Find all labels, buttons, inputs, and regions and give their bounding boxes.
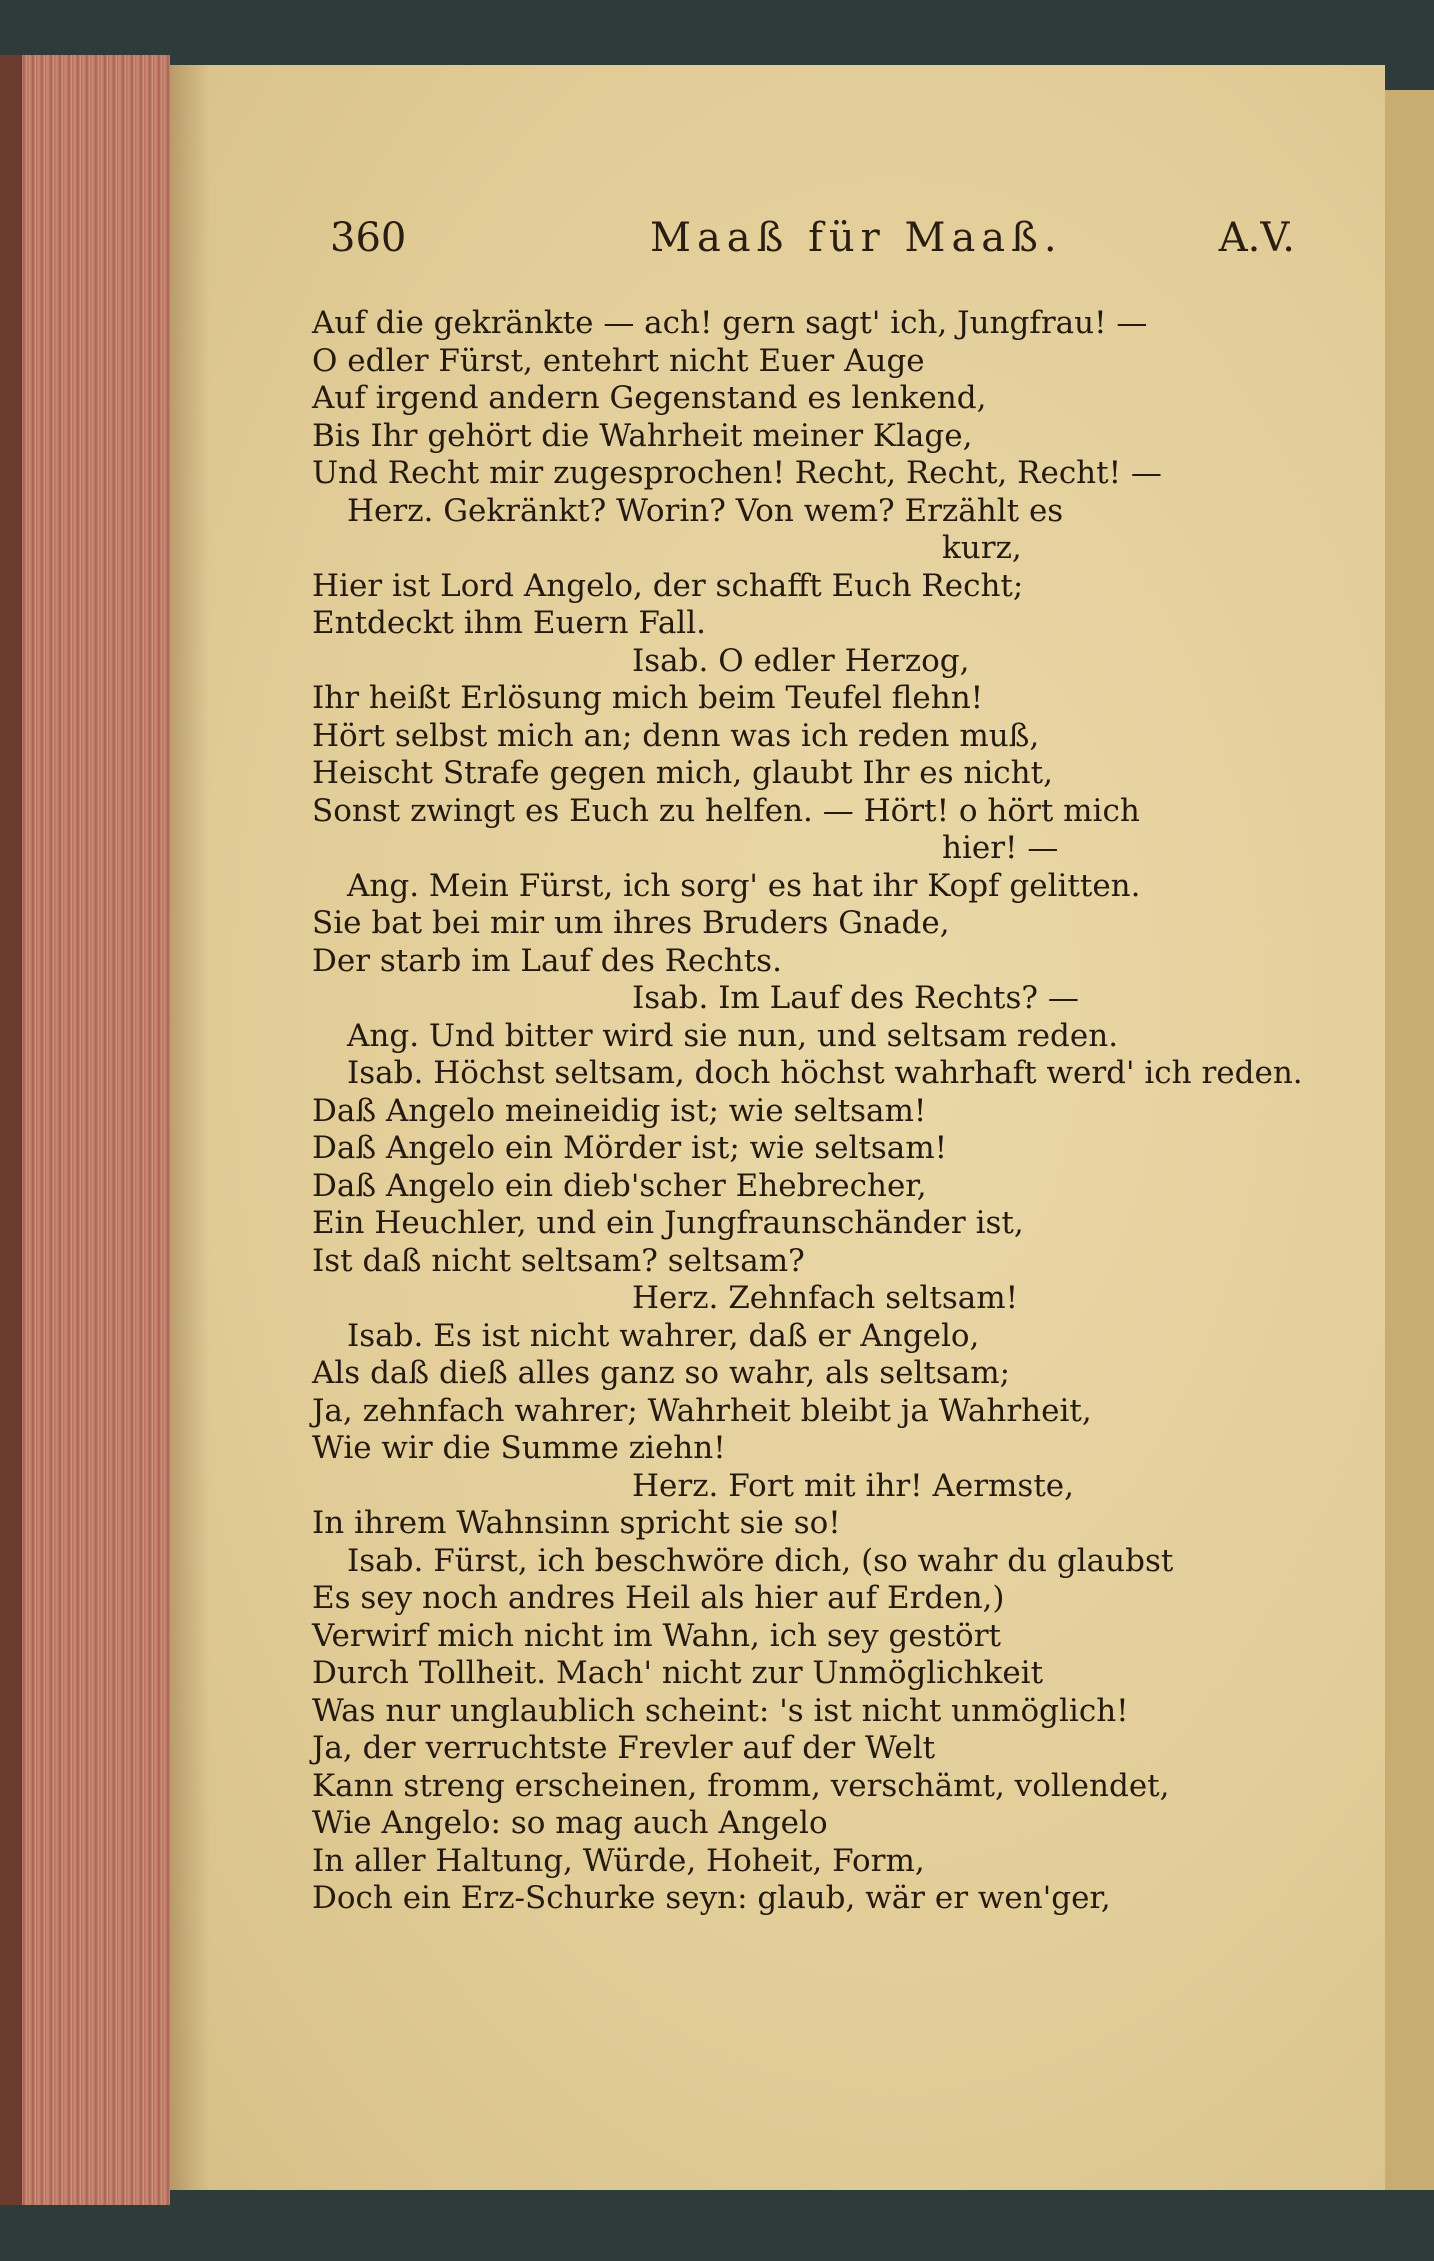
text-line: Daß Angelo meineidig ist; wie seltsam! <box>312 1092 927 1129</box>
text-line: In aller Haltung, Würde, Hoheit, Form, <box>312 1842 925 1879</box>
text-line: Bis Ihr gehört die Wahrheit meiner Klage, <box>312 417 973 454</box>
text-line: Durch Tollheit. Mach' nicht zur Unmöglichkeit <box>312 1655 1044 1691</box>
text-line: Entdeckt ihm Euern Fall. <box>312 605 706 641</box>
book-page-edges <box>0 55 170 2205</box>
text-line: Herz. Gekränkt? Worin? Von wem? Erzählt es <box>347 492 1064 529</box>
text-line: Ang. Und bitter wird sie nun, und seltsam reden. <box>347 1017 1119 1054</box>
text-line: Kann streng erscheinen, fromm, verschämt, vollendet, <box>312 1767 1170 1804</box>
text-line: kurz, <box>942 530 1022 566</box>
text-line: Und Recht mir zugesprochen! Recht, Recht, Recht! — <box>312 455 1162 491</box>
text-line: Isab. Es ist nicht wahrer, daß er Angelo, <box>347 1317 980 1354</box>
text-line: Herz. Fort mit ihr! Aermste, <box>632 1467 1074 1504</box>
text-line: Daß Angelo ein Mörder ist; wie seltsam! <box>312 1130 948 1166</box>
text-line: Sie bat bei mir um ihres Bruders Gnade, <box>312 905 950 941</box>
text-line: Ja, der verruchtste Frevler auf der Welt <box>312 1730 936 1766</box>
text-line: Wie wir die Summe ziehn! <box>312 1430 726 1466</box>
text-line: Doch ein Erz-Schurke seyn: glaub, wär er wen'ger, <box>312 1880 1111 1916</box>
text-line: O edler Fürst, entehrt nicht Euer Auge <box>312 342 925 379</box>
text-line: In ihrem Wahnsinn spricht sie so! <box>312 1505 841 1541</box>
text-line: Sonst zwingt es Euch zu helfen. — Hört! o hört mich <box>312 792 1140 829</box>
verse-text <box>312 305 1303 1918</box>
text-line: Als daß dieß alles ganz so wahr, als seltsam; <box>312 1355 1011 1391</box>
text-line: Ja, zehnfach wahrer; Wahrheit bleibt ja Wahrheit, <box>312 1392 1092 1429</box>
text-line: Isab. O edler Herzog, <box>632 642 970 679</box>
text-line: Isab. Im Lauf des Rechts? — <box>632 980 1079 1016</box>
gutter-shadow <box>170 65 210 2190</box>
book-cover-edge <box>0 55 22 2205</box>
text-line: hier! — <box>942 830 1059 866</box>
text-line: Es sey noch andres Heil als hier auf Erden,) <box>312 1580 1005 1616</box>
text-line: Verwirf mich nicht im Wahn, ich sey gestört <box>312 1617 1001 1654</box>
text-line: Ist daß nicht seltsam? seltsam? <box>312 1242 805 1279</box>
text-line: Isab. Höchst seltsam, doch höchst wahrhaft werd' ich reden. <box>347 1055 1303 1091</box>
page-number: 360 <box>330 215 407 261</box>
text-line: Auf irgend andern Gegenstand es lenkend, <box>312 380 987 416</box>
text-line: Wie Angelo: so mag auch Angelo <box>312 1805 828 1841</box>
text-line: Hört selbst mich an; denn was ich reden muß, <box>312 717 1040 754</box>
page-header <box>330 215 1295 275</box>
text-line: Heischt Strafe gegen mich, glaubt Ihr es nicht, <box>312 755 1053 791</box>
text-line: Auf die gekränkte — ach! gern sagt' ich, Jungfrau! — <box>312 305 1148 341</box>
text-line: Daß Angelo ein dieb'scher Ehebrecher, <box>312 1167 927 1204</box>
facing-page-edge <box>1385 90 1434 2190</box>
text-line: Isab. Fürst, ich beschwöre dich, (so wahr du glaubst <box>347 1542 1174 1579</box>
text-line: Was nur unglaublich scheint: 's ist nicht unmöglich! <box>312 1692 1129 1729</box>
text-line: Ein Heuchler, und ein Jungfraunschänder ist, <box>312 1205 1024 1241</box>
act-label: A.V. <box>1218 215 1295 261</box>
running-title: Maaß für Maaß. <box>650 215 1063 261</box>
text-line: Hier ist Lord Angelo, der schafft Euch Recht; <box>312 567 1024 604</box>
text-line: Ang. Mein Fürst, ich sorg' es hat ihr Kopf gelitten. <box>347 867 1141 904</box>
text-line: Herz. Zehnfach seltsam! <box>632 1280 1019 1316</box>
text-line: Der starb im Lauf des Rechts. <box>312 942 782 979</box>
text-line: Ihr heißt Erlösung mich beim Teufel flehn! <box>312 680 984 716</box>
